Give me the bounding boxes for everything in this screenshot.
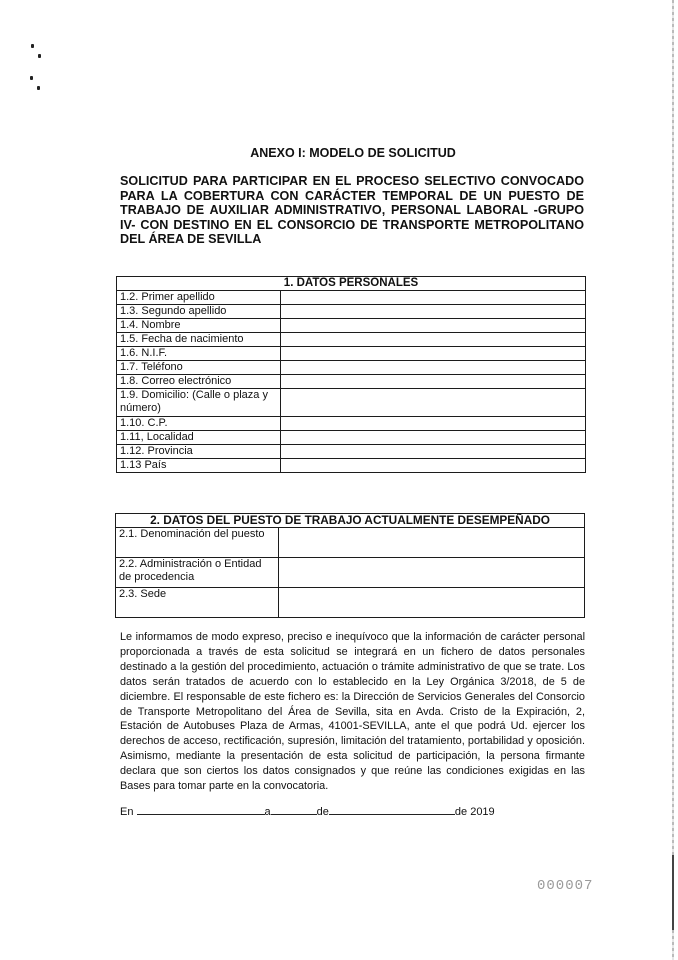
month-blank[interactable]: [329, 804, 455, 815]
field-label: 1.4. Nombre: [117, 319, 281, 333]
field-label: 2.2. Administración o Entidad de procedencia: [116, 558, 279, 588]
fecha-nacimiento-field[interactable]: [281, 333, 586, 347]
correo-field[interactable]: [281, 375, 586, 389]
cp-field[interactable]: [281, 417, 586, 431]
field-label: 1.10. C.P.: [117, 417, 281, 431]
field-label: 1.5. Fecha de nacimiento: [117, 333, 281, 347]
field-label: 1.8. Correo electrónico: [117, 375, 281, 389]
place-blank[interactable]: [137, 804, 265, 815]
segundo-apellido-field[interactable]: [281, 305, 586, 319]
field-label: 1.6. N.I.F.: [117, 347, 281, 361]
year-label: de 2019: [454, 806, 495, 818]
field-label: 1.11, Localidad: [117, 431, 281, 445]
table-row: [117, 417, 586, 431]
table-row: [117, 361, 586, 375]
table-row: [117, 347, 586, 361]
section-header: 1. DATOS PERSONALES: [117, 277, 586, 291]
scan-edge: [672, 0, 674, 960]
en-label: En: [120, 806, 134, 818]
telefono-field[interactable]: [281, 361, 586, 375]
de-label: de: [316, 806, 329, 818]
scan-speck: [38, 54, 41, 58]
section-header: 2. DATOS DEL PUESTO DE TRABAJO ACTUALMENTE DESEMPEÑADO: [116, 514, 585, 528]
table-row: [116, 588, 585, 618]
sede-field[interactable]: [279, 588, 585, 618]
page-stamp: 000007: [537, 878, 594, 894]
administracion-field[interactable]: [279, 558, 585, 588]
localidad-field[interactable]: [281, 431, 586, 445]
denominacion-puesto-field[interactable]: [279, 528, 585, 558]
day-blank[interactable]: [271, 804, 317, 815]
job-data-table: [115, 513, 585, 618]
nif-field[interactable]: [281, 347, 586, 361]
table-row: [117, 389, 586, 417]
signature-date-line: [120, 804, 495, 818]
table-row: [117, 445, 586, 459]
field-label: 1.7. Teléfono: [117, 361, 281, 375]
table-row: [116, 528, 585, 558]
table-row: [117, 459, 586, 473]
table-row: [117, 431, 586, 445]
table-row: [117, 319, 586, 333]
field-label: 2.1. Denominación del puesto: [116, 528, 279, 558]
table-row: [116, 558, 585, 588]
table-row: [117, 291, 586, 305]
domicilio-field[interactable]: [281, 389, 586, 417]
nombre-field[interactable]: [281, 319, 586, 333]
field-label: 1.12. Provincia: [117, 445, 281, 459]
field-label: 2.3. Sede: [116, 588, 279, 618]
scan-edge-dark: [672, 855, 674, 930]
privacy-notice: Le informamos de modo expreso, preciso e inequívoco que la información de carácter personal proporcionada a través de esta solicitud se integrará en un fichero de datos personales destinado a la gestión del procedimiento, actuación o trámite administrativo de que se trate. Los datos serán tratados de acuerdo con lo establecido en la Ley Orgánica 3/2018, de 5 de diciembre. El responsable de este fichero es: la Dirección de Servicios Generales del Consorcio de Transporte Metropolitano del Área de Sevilla, sita en Avda. Cristo de la Expiración, 2, Estación de Autobuses Plaza de Armas, 41001-SEVILLA, ante el que podrá Ud. ejercer los derechos de acceso, rectificación, supresión, limitación del tratamiento, portabilidad y oposición. Asimismo, mediante la presentación de esta solicitud de participación, la persona firmante declara que son ciertos los datos consignados y que reúne las condiciones exigidas en las Bases para tomar parte en la convocatoria.: [120, 631, 585, 793]
a-label: a: [264, 806, 271, 818]
table-row: [117, 375, 586, 389]
document-title: SOLICITUD PARA PARTICIPAR EN EL PROCESO SELECTIVO CONVOCADO PARA LA COBERTURA CON CARÁCTER TEMPORAL DE UN PUESTO DE TRABAJO DE AUXILIAR ADMINISTRATIVO, PERSONAL LABORAL -GRUPO IV- CON DESTINO EN EL CONSORCIO DE TRANSPORTE METROPOLITANO DEL ÁREA DE SEVILLA: [120, 174, 584, 247]
field-label: 1.13 País: [117, 459, 281, 473]
table-row: [117, 305, 586, 319]
field-label: 1.3. Segundo apellido: [117, 305, 281, 319]
provincia-field[interactable]: [281, 445, 586, 459]
table-row: [117, 333, 586, 347]
pais-field[interactable]: [281, 459, 586, 473]
field-label: 1.9. Domicilio: (Calle o plaza y número): [117, 389, 281, 417]
personal-data-table: [116, 276, 586, 473]
primer-apellido-field[interactable]: [281, 291, 586, 305]
scan-speck: [31, 44, 34, 48]
field-label: 1.2. Primer apellido: [117, 291, 281, 305]
annex-title: ANEXO I: MODELO DE SOLICITUD: [250, 146, 456, 160]
scan-speck: [30, 76, 33, 80]
scan-speck: [37, 86, 40, 90]
